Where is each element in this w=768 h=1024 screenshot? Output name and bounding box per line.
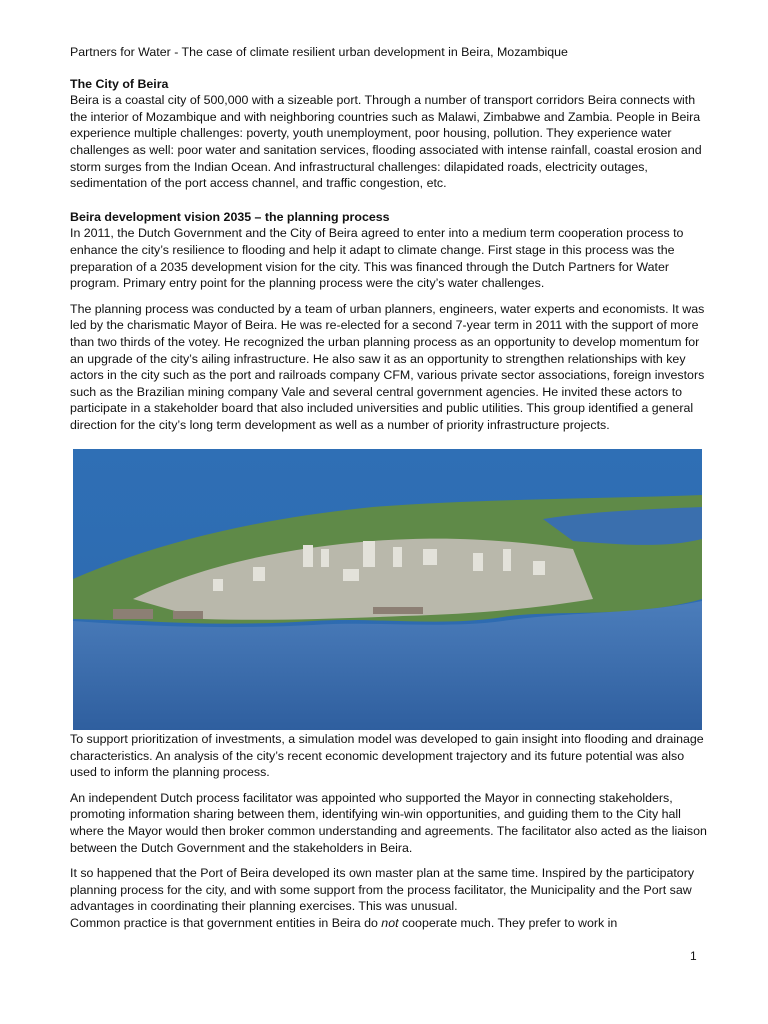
section-city-of-beira xyxy=(70,76,710,192)
paragraph: An independent Dutch process facilitator was appointed who supported the Mayor in connecting stakeholders, promoting information sharing between them, identifying win-win opportunities, and guiding them to the City hall where the Mayor would then broker common understanding and agreements. The facilitator also acted as the liaison between the Dutch Government and the stakeholders in Beira. xyxy=(70,790,707,855)
paragraph-text: It so happened that the Port of Beira developed its own master plan at the same time. Inspired by the participatory planning process for the city, and with some support from the process facilitator, the Municipality and the Port saw advantages in coordinating their planning exercises. This was unusual. xyxy=(70,866,695,914)
paragraph: The planning process was conducted by a team of urban planners, engineers, water experts and economists. It was led by the charismatic Mayor of Beira. He was re-elected for a second 7-year term in 2011 with the support of more than two thirds of the votey. He recognized the urban planning process as an opportunity to develop momentum for an upgrade of the city’s ailing infrastructure. He also saw it as an opportunity to strengthen relationships with key actors in the city such as the port and railroads company CFM, various private sector associations, foreign investors such as the Brazilian mining company Vale and several central government agencies. He invited these actors to participate in a stakeholder board that also included universities and public utilities. This group identified a general direction for the city’s long term development as well as a number of priority infrastructure projects. xyxy=(70,301,705,432)
section-heading: Beira development vision 2035 – the planning process xyxy=(70,209,390,224)
document-page xyxy=(70,44,710,442)
paragraph-text: cooperate much. They prefer to work in xyxy=(398,915,618,930)
paragraph: To support prioritization of investments, a simulation model was developed to gain insight into flooding and drainage characteristics. An analysis of the city’s recent economic development trajectory and its future potential was also used to inform the planning process. xyxy=(70,732,704,780)
paragraph: Beira is a coastal city of 500,000 with a sizeable port. Through a number of transport corridors Beira connects with the interior of Mozambique and with neighboring countries such as Malawi, Zimbabwe and Zambia. People in Beira experience multiple challenges: poverty, youth unemployment, poor housing, pollution. They experience water challenges as well: poor water and sanitation services, flooding associated with intense rainfall, coastal erosion and storm surges from the Indian Ocean. And infrastructural challenges: dilapidated roads, electricity outages, sedimentation of the port access channel, and traffic congestion, etc. xyxy=(70,93,702,191)
section-heading: The City of Beira xyxy=(70,76,169,91)
paragraph: In 2011, the Dutch Government and the City of Beira agreed to enter into a medium term cooperation process to enhance the city’s resilience to flooding and help it adapt to climate change. First stage in this process was the preparation of a 2035 development vision for the city. This was financed through the Dutch Partners for Water program. Primary entry point for the planning process were the city’s water challenges. xyxy=(70,226,684,291)
aerial-photo-beira xyxy=(73,449,702,730)
section-development-vision xyxy=(70,209,710,434)
emphasis-text: not xyxy=(381,915,399,930)
document-title: Partners for Water - The case of climate resilient urban development in Beira, Mozambique xyxy=(70,45,568,59)
page-number: 1 xyxy=(690,949,697,963)
paragraph xyxy=(70,865,710,931)
document-page-continued xyxy=(70,731,710,932)
paragraph-text: Common practice is that government entities in Beira do xyxy=(70,915,382,930)
